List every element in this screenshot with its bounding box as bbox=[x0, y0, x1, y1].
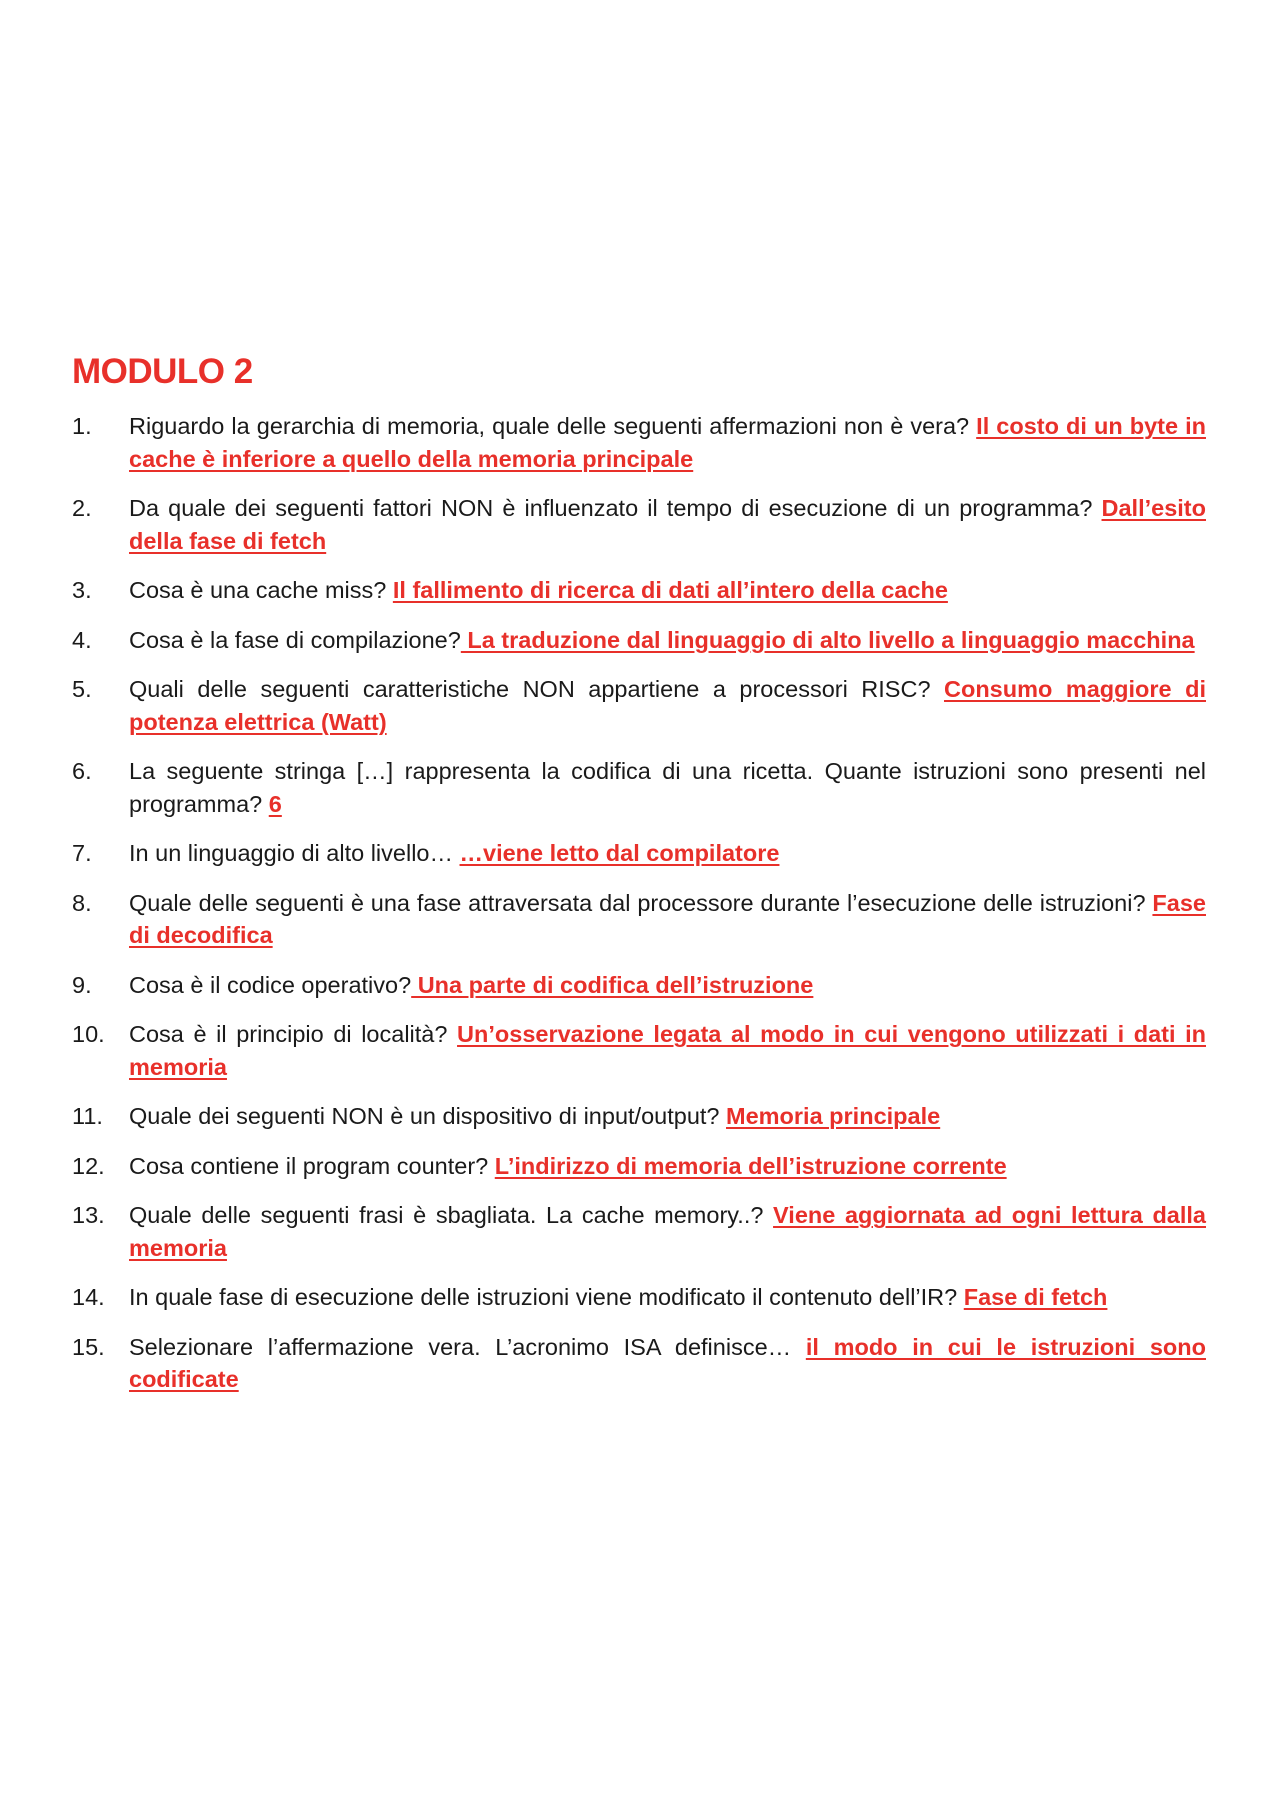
answer-text: La traduzione dal linguaggio di alto livello a linguaggio macchina bbox=[460, 626, 1195, 653]
question-text: Cosa è una cache miss? bbox=[129, 577, 393, 603]
answer-text: …viene letto dal compilatore bbox=[459, 840, 780, 866]
question-number: 4. bbox=[72, 626, 92, 653]
question-item bbox=[72, 1150, 1206, 1183]
question-body bbox=[129, 755, 1206, 820]
question-number: 10. bbox=[72, 1021, 105, 1047]
question-text: La seguente stringa […] rappresenta la codifica di una ricetta. Quante istruzioni sono presenti nel programma? bbox=[129, 758, 1206, 817]
question-number: 1. bbox=[72, 413, 92, 439]
question-text: Quale dei seguenti NON è un dispositivo di input/output? bbox=[129, 1103, 727, 1129]
answer-text: il modo in cui le istruzioni sono codificate bbox=[129, 1333, 1206, 1392]
question-body bbox=[129, 574, 1206, 607]
question-text: Riguardo la gerarchia di memoria, quale delle seguenti affermazioni non è vera? bbox=[129, 413, 977, 439]
question-number: 8. bbox=[72, 889, 92, 916]
question-item bbox=[72, 1100, 1206, 1133]
question-body bbox=[129, 673, 1206, 738]
question-text: Quale delle seguenti frasi è sbagliata. La cache memory..? bbox=[129, 1202, 774, 1228]
question-body bbox=[129, 624, 1206, 657]
question-body bbox=[129, 1150, 1206, 1183]
answer-text: Fase di decodifica bbox=[129, 889, 1206, 948]
question-item bbox=[72, 969, 1206, 1002]
answer-text: Viene aggiornata ad ogni lettura dalla memoria bbox=[129, 1202, 1206, 1261]
question-text: Selezionare l’affermazione vera. L’acronimo ISA definisce… bbox=[129, 1333, 806, 1360]
question-item bbox=[72, 1331, 1206, 1396]
question-number: 9. bbox=[72, 971, 92, 998]
question-body bbox=[129, 492, 1206, 557]
question-number: 3. bbox=[72, 577, 92, 603]
answer-text: Il costo di un byte in cache è inferiore a quello della memoria principale bbox=[129, 413, 1206, 472]
answer-text: Un’osservazione legata al modo in cui vengono utilizzati i dati in memoria bbox=[129, 1021, 1206, 1080]
question-text: Quali delle seguenti caratteristiche NON appartiene a processori RISC? bbox=[129, 676, 944, 702]
question-item bbox=[72, 574, 1206, 607]
answer-text: L’indirizzo di memoria dell’istruzione corrente bbox=[494, 1152, 1007, 1179]
question-number: 11. bbox=[72, 1103, 103, 1129]
question-body bbox=[129, 1199, 1206, 1264]
question-text: Quale delle seguenti è una fase attraversata dal processore durante l’esecuzione delle istruzioni? bbox=[129, 889, 1153, 916]
question-item bbox=[72, 887, 1206, 952]
question-body bbox=[129, 1018, 1206, 1083]
answer-text: Una parte di codifica dell’istruzione bbox=[411, 971, 814, 998]
question-number: 15. bbox=[72, 1333, 105, 1360]
answer-text: Consumo maggiore di potenza elettrica (Watt) bbox=[129, 676, 1206, 735]
question-text: Cosa è il principio di località? bbox=[129, 1021, 458, 1047]
question-number: 6. bbox=[72, 758, 92, 784]
question-list bbox=[72, 410, 1206, 1413]
question-number: 2. bbox=[72, 495, 92, 521]
question-text: Cosa è il codice operativo? bbox=[129, 971, 412, 998]
question-text: Cosa è la fase di compilazione? bbox=[129, 626, 461, 653]
question-body bbox=[129, 887, 1206, 952]
question-text: In quale fase di esecuzione delle istruzioni viene modificato il contenuto dell’IR? bbox=[129, 1284, 964, 1310]
question-body bbox=[129, 410, 1206, 475]
question-item bbox=[72, 755, 1206, 820]
answer-text: Fase di fetch bbox=[963, 1284, 1108, 1310]
question-item bbox=[72, 673, 1206, 738]
question-item bbox=[72, 492, 1206, 557]
question-number: 13. bbox=[72, 1202, 105, 1228]
question-body bbox=[129, 1331, 1206, 1396]
answer-text: Il fallimento di ricerca di dati all’intero della cache bbox=[392, 577, 948, 603]
question-item bbox=[72, 624, 1206, 657]
question-item bbox=[72, 837, 1206, 870]
question-number: 7. bbox=[72, 840, 92, 866]
question-text: Da quale dei seguenti fattori NON è influenzato il tempo di esecuzione di un programma? bbox=[129, 495, 1102, 521]
question-body bbox=[129, 837, 1206, 870]
question-item bbox=[72, 1281, 1206, 1314]
question-number: 14. bbox=[72, 1284, 105, 1310]
question-number: 12. bbox=[72, 1152, 105, 1179]
answer-text: 6 bbox=[268, 790, 282, 817]
question-item bbox=[72, 410, 1206, 475]
question-body bbox=[129, 1281, 1206, 1314]
answer-text: Memoria principale bbox=[726, 1103, 941, 1129]
question-number: 5. bbox=[72, 676, 92, 702]
question-item bbox=[72, 1018, 1206, 1083]
question-body bbox=[129, 1100, 1206, 1133]
question-text: In un linguaggio di alto livello… bbox=[129, 840, 460, 866]
answer-text: Dall’esito della fase di fetch bbox=[129, 495, 1206, 554]
page-title: MODULO 2 bbox=[72, 352, 253, 391]
question-text: Cosa contiene il program counter? bbox=[129, 1152, 495, 1179]
question-body bbox=[129, 969, 1206, 1002]
question-item bbox=[72, 1199, 1206, 1264]
